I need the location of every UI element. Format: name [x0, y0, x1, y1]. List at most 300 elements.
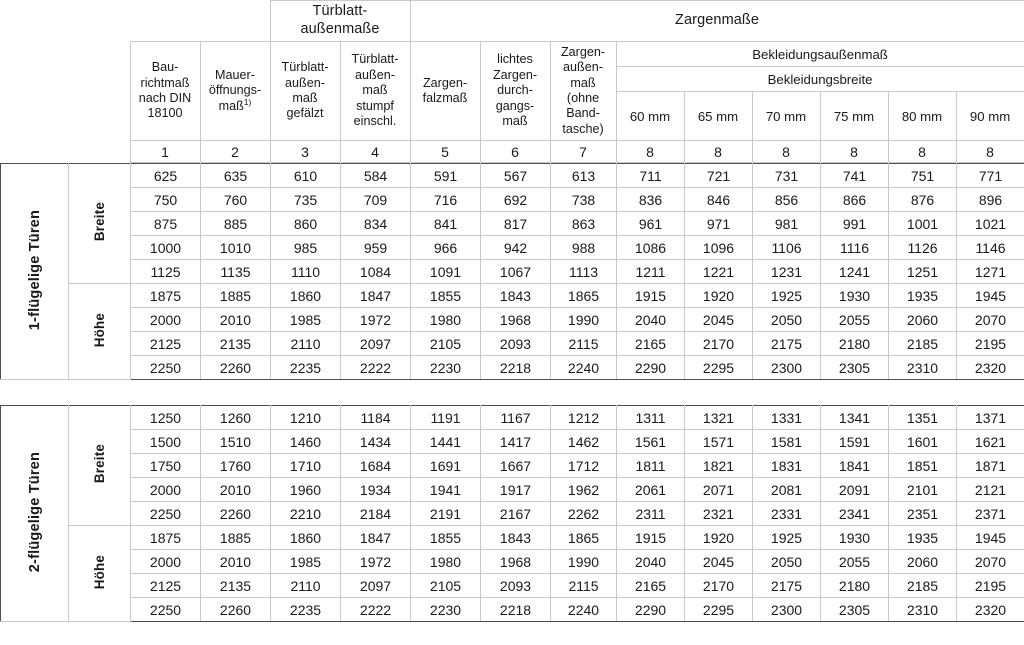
cell-col2: 1510 [201, 430, 271, 454]
cell-col5: 2191 [411, 502, 481, 526]
table-row [1, 188, 1024, 212]
cell-col6: 1968 [481, 550, 551, 574]
cell-col1: 2125 [131, 332, 201, 356]
side-label-einfluegelige [1, 164, 69, 380]
cell-col13: 1871 [957, 454, 1024, 478]
side-label-text: 2-flügelige Türen [26, 451, 43, 573]
cell-col5: 1191 [411, 406, 481, 430]
cell-col7: 2240 [551, 598, 617, 622]
cell-col13: 1021 [957, 212, 1024, 236]
cell-col9: 971 [685, 212, 753, 236]
cell-col5: 591 [411, 164, 481, 188]
cell-col1: 1125 [131, 260, 201, 284]
cell-col9: 1920 [685, 526, 753, 550]
cell-col8: 2311 [617, 502, 685, 526]
cell-col11: 866 [821, 188, 889, 212]
colnum-8c: 8 [752, 141, 820, 163]
section-label-text: Breite [92, 444, 107, 484]
colhead-5: Zargen- falzmaß [410, 42, 480, 141]
cell-col7: 1212 [551, 406, 617, 430]
cell-col7: 863 [551, 212, 617, 236]
cell-col6: 1167 [481, 406, 551, 430]
cell-col7: 738 [551, 188, 617, 212]
cell-col13: 2070 [957, 550, 1024, 574]
table-header [0, 0, 1024, 163]
cell-col9: 846 [685, 188, 753, 212]
cell-col12: 2185 [889, 574, 957, 598]
cell-col5: 1980 [411, 308, 481, 332]
cell-col8: 2165 [617, 574, 685, 598]
cell-col13: 2195 [957, 332, 1024, 356]
cell-col5: 2230 [411, 598, 481, 622]
cell-col1: 2250 [131, 598, 201, 622]
cell-col5: 2105 [411, 574, 481, 598]
cell-col6: 942 [481, 236, 551, 260]
cell-col12: 876 [889, 188, 957, 212]
section-label-höhe [69, 284, 131, 380]
cell-col4: 1847 [341, 526, 411, 550]
cell-col6: 2218 [481, 598, 551, 622]
cell-col12: 2060 [889, 308, 957, 332]
cell-col4: 1972 [341, 308, 411, 332]
cell-col8: 2061 [617, 478, 685, 502]
cell-col7: 1865 [551, 526, 617, 550]
cell-col13: 2320 [957, 598, 1024, 622]
cell-col10: 2331 [753, 502, 821, 526]
cell-col8: 2290 [617, 356, 685, 380]
cell-col5: 1980 [411, 550, 481, 574]
cell-col13: 1945 [957, 526, 1024, 550]
cell-col1: 2000 [131, 478, 201, 502]
colnum-6: 6 [480, 141, 550, 163]
cell-col2: 2260 [201, 356, 271, 380]
cell-col1: 2250 [131, 502, 201, 526]
cell-col9: 1821 [685, 454, 753, 478]
header-blank-4 [0, 92, 130, 141]
table-row [1, 212, 1024, 236]
cell-col10: 1831 [753, 454, 821, 478]
cell-col13: 2121 [957, 478, 1024, 502]
group-title-turblatt [270, 1, 410, 42]
table-row [1, 236, 1024, 260]
cell-col3: 985 [271, 236, 341, 260]
cell-col10: 1581 [753, 430, 821, 454]
cell-col12: 1601 [889, 430, 957, 454]
cell-col3: 735 [271, 188, 341, 212]
cell-col1: 2000 [131, 308, 201, 332]
cell-col11: 991 [821, 212, 889, 236]
cell-col7: 1462 [551, 430, 617, 454]
group-title-turblatt-line1: Türblatt- [312, 3, 368, 20]
cell-col3: 1210 [271, 406, 341, 430]
cell-col1: 1500 [131, 430, 201, 454]
table-row [1, 332, 1024, 356]
cell-col5: 841 [411, 212, 481, 236]
cell-col5: 2230 [411, 356, 481, 380]
cell-col13: 2195 [957, 574, 1024, 598]
cell-col4: 1684 [341, 454, 411, 478]
cell-col11: 1841 [821, 454, 889, 478]
cell-col1: 1875 [131, 526, 201, 550]
section-label-text: Breite [92, 202, 107, 242]
cell-col9: 2170 [685, 332, 753, 356]
cell-col8: 1915 [617, 526, 685, 550]
cell-col8: 1086 [617, 236, 685, 260]
cell-col12: 2185 [889, 332, 957, 356]
cell-col2: 1135 [201, 260, 271, 284]
cell-col8: 836 [617, 188, 685, 212]
header-bekleidung-outer-row [0, 42, 1024, 67]
cell-col9: 2321 [685, 502, 753, 526]
cell-col8: 2165 [617, 332, 685, 356]
cell-col12: 1001 [889, 212, 957, 236]
group-title-zargenmasse: Zargenmaße [410, 1, 1024, 42]
cell-col9: 721 [685, 164, 753, 188]
cell-col4: 2222 [341, 356, 411, 380]
cell-col3: 2210 [271, 502, 341, 526]
table-einfluegelige-tueren [0, 163, 1024, 380]
cell-col3: 1860 [271, 526, 341, 550]
cell-col10: 1925 [753, 526, 821, 550]
cell-col10: 2081 [753, 478, 821, 502]
bekleidung-aussenmass-label: Bekleidungsaußenmaß [616, 42, 1024, 67]
header-colnum-row [0, 141, 1024, 163]
cell-col1: 1750 [131, 454, 201, 478]
colnum-7: 7 [550, 141, 616, 163]
cell-col2: 1760 [201, 454, 271, 478]
cell-col6: 1917 [481, 478, 551, 502]
cell-col7: 1990 [551, 308, 617, 332]
colhead-1: Bau- richtmaß nach DIN 18100 [130, 42, 200, 141]
cell-col1: 625 [131, 164, 201, 188]
header-group-row [0, 1, 1024, 42]
header-gap-blank [130, 1, 270, 42]
cell-col10: 1231 [753, 260, 821, 284]
cell-col11: 2180 [821, 574, 889, 598]
footnote-marker-1: 1) [243, 96, 252, 107]
colnum-2: 2 [200, 141, 270, 163]
cell-col13: 2320 [957, 356, 1024, 380]
table-row [1, 164, 1024, 188]
cell-col12: 751 [889, 164, 957, 188]
cell-col10: 2300 [753, 356, 821, 380]
cell-col11: 1930 [821, 526, 889, 550]
cell-col5: 2105 [411, 332, 481, 356]
cell-col12: 2060 [889, 550, 957, 574]
cell-col4: 1972 [341, 550, 411, 574]
cell-col1: 750 [131, 188, 201, 212]
cell-col7: 2240 [551, 356, 617, 380]
colnum-1: 1 [130, 141, 200, 163]
cell-col6: 1968 [481, 308, 551, 332]
cell-col2: 760 [201, 188, 271, 212]
table-row [1, 478, 1024, 502]
cell-col5: 1855 [411, 284, 481, 308]
cell-col9: 1571 [685, 430, 753, 454]
cell-col10: 856 [753, 188, 821, 212]
cell-col7: 1990 [551, 550, 617, 574]
header-corner-blank [0, 1, 130, 42]
cell-col7: 988 [551, 236, 617, 260]
cell-col2: 1885 [201, 284, 271, 308]
cell-col7: 613 [551, 164, 617, 188]
cell-col13: 896 [957, 188, 1024, 212]
cell-col9: 2045 [685, 550, 753, 574]
cell-col5: 966 [411, 236, 481, 260]
colhead-bekleidung-70mm: 70 mm [752, 92, 820, 141]
cell-col1: 1000 [131, 236, 201, 260]
table-row [1, 260, 1024, 284]
cell-col12: 1935 [889, 284, 957, 308]
cell-col6: 1667 [481, 454, 551, 478]
side-label-text: 1-flügelige Türen [26, 209, 43, 331]
cell-col10: 2050 [753, 308, 821, 332]
colnum-8b: 8 [684, 141, 752, 163]
table-row [1, 454, 1024, 478]
cell-col5: 1091 [411, 260, 481, 284]
cell-col6: 2093 [481, 332, 551, 356]
cell-col4: 2222 [341, 598, 411, 622]
cell-col7: 2115 [551, 574, 617, 598]
cell-col12: 2101 [889, 478, 957, 502]
cell-col5: 1855 [411, 526, 481, 550]
cell-col5: 1691 [411, 454, 481, 478]
data-tables-container [0, 163, 1024, 622]
colhead-3: Türblatt- außen- maß gefälzt [270, 42, 340, 141]
cell-col13: 1621 [957, 430, 1024, 454]
cell-col12: 2310 [889, 356, 957, 380]
cell-col4: 2097 [341, 574, 411, 598]
cell-col8: 711 [617, 164, 685, 188]
table-row [1, 430, 1024, 454]
colnum-8f: 8 [956, 141, 1024, 163]
colhead-2: Mauer- öffnungs- maß$^{1)}$ [200, 42, 270, 141]
cell-col13: 1371 [957, 406, 1024, 430]
cell-col11: 2091 [821, 478, 889, 502]
cell-col4: 2184 [341, 502, 411, 526]
cell-col8: 2290 [617, 598, 685, 622]
cell-col2: 1885 [201, 526, 271, 550]
section-label-höhe [69, 526, 131, 622]
cell-col11: 1241 [821, 260, 889, 284]
cell-col11: 2180 [821, 332, 889, 356]
cell-col6: 1843 [481, 526, 551, 550]
cell-col12: 1851 [889, 454, 957, 478]
cell-col12: 1126 [889, 236, 957, 260]
colhead-bekleidung-90mm: 90 mm [956, 92, 1024, 141]
cell-col6: 567 [481, 164, 551, 188]
cell-col10: 1331 [753, 406, 821, 430]
colnum-4: 4 [340, 141, 410, 163]
cell-col9: 2295 [685, 356, 753, 380]
cell-col2: 2260 [201, 502, 271, 526]
cell-col11: 1116 [821, 236, 889, 260]
cell-col4: 1184 [341, 406, 411, 430]
cell-col9: 2045 [685, 308, 753, 332]
cell-col2: 2010 [201, 308, 271, 332]
cell-col7: 1712 [551, 454, 617, 478]
cell-col3: 2110 [271, 574, 341, 598]
cell-col5: 716 [411, 188, 481, 212]
colhead-4: Türblatt- außen- maß stumpf einschl. [340, 42, 410, 141]
cell-col3: 1460 [271, 430, 341, 454]
cell-col3: 610 [271, 164, 341, 188]
cell-col9: 2071 [685, 478, 753, 502]
cell-col10: 731 [753, 164, 821, 188]
cell-col2: 2135 [201, 574, 271, 598]
colhead-7: Zargen- außen- maß (ohne Band- tasche) [550, 42, 616, 141]
cell-col12: 1935 [889, 526, 957, 550]
header-blank-3 [0, 67, 130, 92]
cell-col4: 1434 [341, 430, 411, 454]
cell-col11: 2341 [821, 502, 889, 526]
colhead-6: lichtes Zargen- durch- gangs- maß [480, 42, 550, 141]
cell-col5: 1941 [411, 478, 481, 502]
cell-col8: 1311 [617, 406, 685, 430]
cell-col9: 1221 [685, 260, 753, 284]
cell-col6: 1843 [481, 284, 551, 308]
table-row [1, 356, 1024, 380]
colnum-8d: 8 [820, 141, 888, 163]
cell-col1: 2250 [131, 356, 201, 380]
side-label-zweifluegelige [1, 406, 69, 622]
cell-col4: 1847 [341, 284, 411, 308]
cell-col7: 2115 [551, 332, 617, 356]
cell-col9: 1920 [685, 284, 753, 308]
cell-col3: 1710 [271, 454, 341, 478]
cell-col8: 2040 [617, 550, 685, 574]
cell-col3: 1985 [271, 550, 341, 574]
cell-col10: 981 [753, 212, 821, 236]
cell-col1: 1250 [131, 406, 201, 430]
cell-col3: 1960 [271, 478, 341, 502]
cell-col2: 635 [201, 164, 271, 188]
cell-col2: 2010 [201, 550, 271, 574]
cell-col6: 2093 [481, 574, 551, 598]
cell-col8: 2040 [617, 308, 685, 332]
cell-col8: 1915 [617, 284, 685, 308]
cell-col12: 2310 [889, 598, 957, 622]
cell-col10: 2175 [753, 332, 821, 356]
cell-col3: 860 [271, 212, 341, 236]
cell-col4: 1934 [341, 478, 411, 502]
cell-col6: 692 [481, 188, 551, 212]
colnum-3: 3 [270, 141, 340, 163]
colhead-bekleidung-80mm: 80 mm [888, 92, 956, 141]
cell-col6: 2218 [481, 356, 551, 380]
cell-col3: 1860 [271, 284, 341, 308]
table-row [1, 550, 1024, 574]
cell-col11: 1930 [821, 284, 889, 308]
cell-col9: 2170 [685, 574, 753, 598]
table-row [1, 598, 1024, 622]
cell-col4: 959 [341, 236, 411, 260]
cell-col2: 2135 [201, 332, 271, 356]
cell-col6: 1067 [481, 260, 551, 284]
cell-col11: 2305 [821, 356, 889, 380]
cell-col4: 1084 [341, 260, 411, 284]
table-row [1, 406, 1024, 430]
table-row [1, 502, 1024, 526]
cell-col7: 2262 [551, 502, 617, 526]
bekleidungsbreite-label: Bekleidungsbreite [616, 67, 1024, 92]
table-row [1, 526, 1024, 550]
cell-col7: 1865 [551, 284, 617, 308]
cell-col6: 1417 [481, 430, 551, 454]
cell-col2: 1260 [201, 406, 271, 430]
table-row [1, 574, 1024, 598]
cell-col1: 2000 [131, 550, 201, 574]
cell-col2: 2010 [201, 478, 271, 502]
colnum-8e: 8 [888, 141, 956, 163]
table-row [1, 308, 1024, 332]
cell-col4: 2097 [341, 332, 411, 356]
cell-col6: 2167 [481, 502, 551, 526]
cell-col11: 1591 [821, 430, 889, 454]
cell-col4: 834 [341, 212, 411, 236]
cell-col10: 1925 [753, 284, 821, 308]
cell-col7: 1113 [551, 260, 617, 284]
cell-col13: 771 [957, 164, 1024, 188]
colnum-5: 5 [410, 141, 480, 163]
cell-col11: 2055 [821, 550, 889, 574]
cell-col8: 1561 [617, 430, 685, 454]
cell-col4: 709 [341, 188, 411, 212]
cell-col3: 2235 [271, 356, 341, 380]
cell-col8: 1811 [617, 454, 685, 478]
colhead-bekleidung-60mm: 60 mm [616, 92, 684, 141]
table-gap [0, 380, 1024, 405]
cell-col13: 2070 [957, 308, 1024, 332]
cell-col10: 2300 [753, 598, 821, 622]
cell-col12: 1351 [889, 406, 957, 430]
header-blank-5 [0, 141, 130, 163]
table-row [1, 284, 1024, 308]
cell-col1: 2125 [131, 574, 201, 598]
colhead-bekleidung-75mm: 75 mm [820, 92, 888, 141]
cell-col2: 885 [201, 212, 271, 236]
cell-col6: 817 [481, 212, 551, 236]
section-label-text: Höhe [92, 554, 107, 590]
cell-col12: 1251 [889, 260, 957, 284]
cell-col3: 2235 [271, 598, 341, 622]
cell-col2: 1010 [201, 236, 271, 260]
cell-col11: 2055 [821, 308, 889, 332]
cell-col10: 2175 [753, 574, 821, 598]
cell-col3: 1985 [271, 308, 341, 332]
cell-col10: 1106 [753, 236, 821, 260]
cell-col13: 1146 [957, 236, 1024, 260]
group-title-turblatt-line2: außenmaße [300, 21, 380, 37]
section-label-breite [69, 164, 131, 284]
colhead-bekleidung-65mm: 65 mm [684, 92, 752, 141]
section-label-breite [69, 406, 131, 526]
cell-col9: 1321 [685, 406, 753, 430]
table-zweifluegelige-tueren [0, 405, 1024, 622]
cell-col8: 961 [617, 212, 685, 236]
cell-col3: 1110 [271, 260, 341, 284]
cell-col9: 1096 [685, 236, 753, 260]
cell-col3: 2110 [271, 332, 341, 356]
header-blank-2 [0, 42, 130, 67]
cell-col1: 875 [131, 212, 201, 236]
cell-col13: 1271 [957, 260, 1024, 284]
cell-col2: 2260 [201, 598, 271, 622]
cell-col12: 2351 [889, 502, 957, 526]
cell-col10: 2050 [753, 550, 821, 574]
cell-col7: 1962 [551, 478, 617, 502]
cell-col11: 2305 [821, 598, 889, 622]
